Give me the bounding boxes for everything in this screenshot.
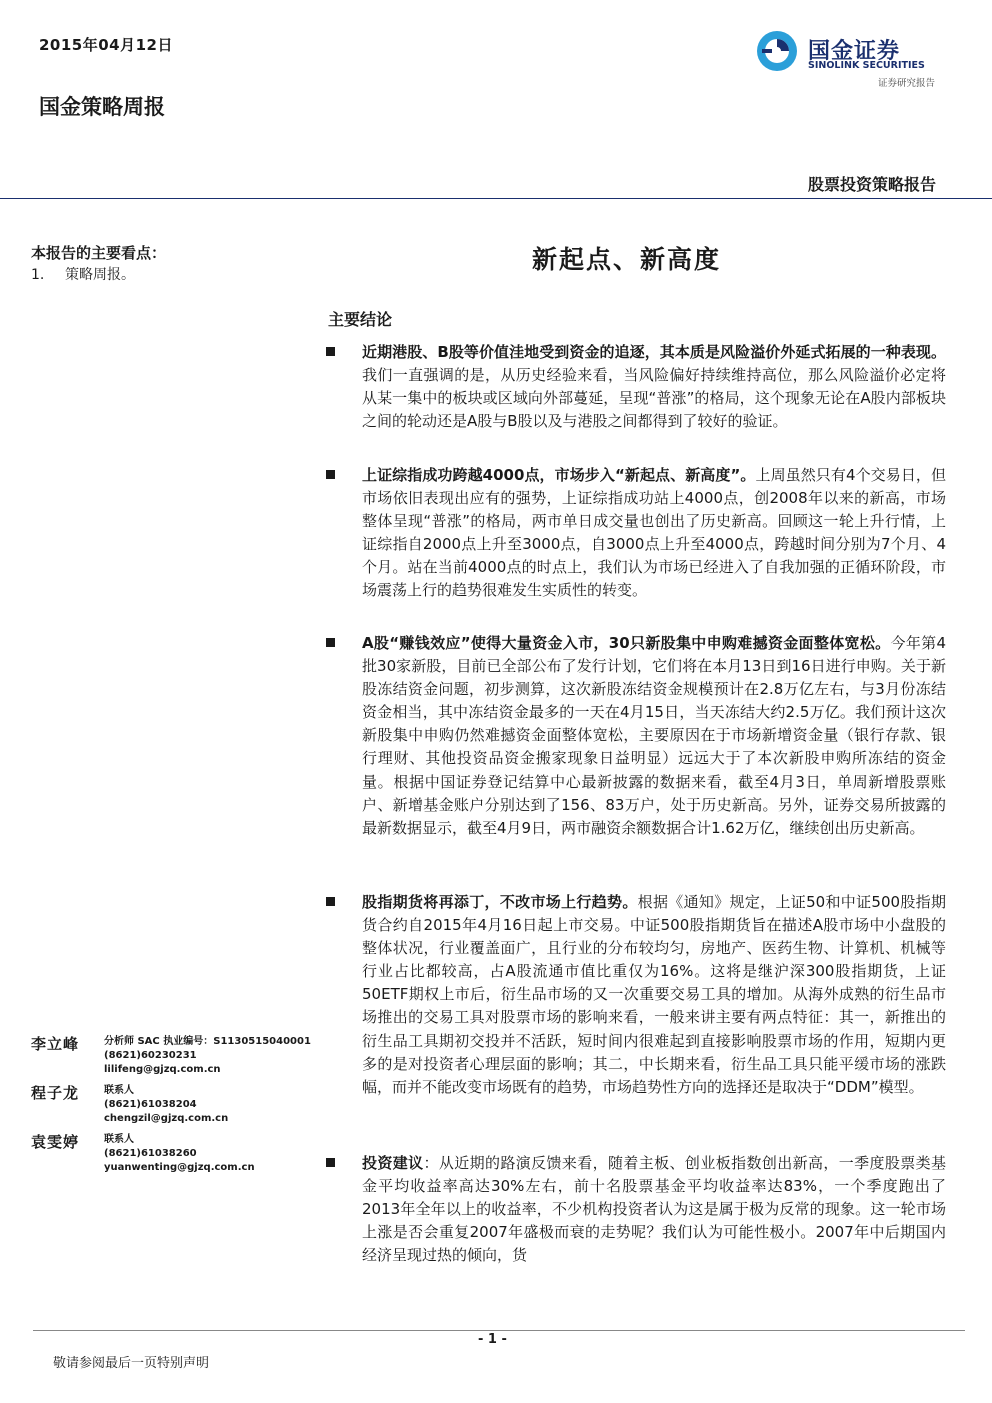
logo-english-name: SINOLINK SECURITIES xyxy=(808,60,925,71)
conclusion-bullet xyxy=(326,341,946,433)
report-date: 2015年04月12日 xyxy=(39,36,173,54)
analyst-name: 程子龙 xyxy=(31,1084,80,1102)
bullet-body: 今年第4批30家新股，目前已全部公布了发行计划，它们将在本月13日到16日进行申购。关于新股冻结资金问题，初步测算，这次新股冻结资金规模预计在2.8万亿左右，与3月份冻结资金相当，其中冻结资金最多的一天在4月15日，当天冻结大约2.5万亿。我们预计这次新股集中申购仍然难撼资金面整体宽松，主要原因在于市场新增资金量（银行存款、银行理财、其他投资品资金搬家现象日益明显）远远大于了本次新股申购所冻结的资金量。根据中国证券登记结算中心最新披露的数据来看，截至4月3日，单周新增股票账户、新增基金账户分别达到了156、83万户，处于历史新高。另外，证券交易所披露的最新数据显示，截至4月9日，两市融资余额数据合计1.62万亿，继续创出历史新高。 xyxy=(362,634,947,837)
bullet-square-icon xyxy=(326,897,335,906)
key-point-item xyxy=(31,264,135,284)
analyst-email: lilifeng@gjzq.com.cn xyxy=(104,1064,221,1075)
bullet-lead: 上证综指成功跨越4000点，市场步入“新起点、新高度”。 xyxy=(362,466,756,484)
bullet-body: 我们一直强调的是，从历史经验来看，当风险偏好持续维持高位，那么风险溢价必定将从某一集中的板块或区域向外部蔓延，呈现“普涨”的格局，这个现象无论在A股内部板块之间的轮动还是A股与B股以及与港股之间都得到了较好的验证。 xyxy=(362,366,946,431)
header-divider xyxy=(0,198,992,199)
footer-disclaimer: 敬请参阅最后一页特别声明 xyxy=(53,1356,210,1371)
analyst-phone: (8621)61038260 xyxy=(104,1148,197,1159)
analyst-title: 分析师 SAC 执业编号：S1130515040001 xyxy=(104,1036,311,1047)
main-title: 新起点、新高度 xyxy=(532,245,722,274)
bullet-square-icon xyxy=(326,1158,335,1167)
report-type: 股票投资策略报告 xyxy=(807,175,936,194)
analyst-name: 李立峰 xyxy=(31,1035,80,1053)
bullet-body: 根据《通知》规定，上证50和中证500股指期货合约自2015年4月16日起上市交易。中证500股指期货旨在描述A股市场中小盘股的整体状况，行业覆盖面广，且行业的分布较均匀，房地产、医药生物、计算机、机械等行业占比都较高，占A股流通市值比重仅为16%。这将是继沪深300股指期货，上证50ETF期权上市后，衍生品市场的又一次重要交易工具的增加。从海外成熟的衍生品市场推出的交易工具对股票市场的影响来看，一般来讲主要有两点特征：其一，新推出的衍生品工具期初交投并不活跃，短时间内很难起到直接影响股票市场的作用，短期内更多的是对投资者心理层面的影响；其二，中长期来看，衍生品工具只能平缓市场的涨跌幅，而并不能改变市场既有的趋势，市场趋势性方向的选择还是取决于“DDM”模型。 xyxy=(362,893,946,1096)
analyst-phone: (8621)60230231 xyxy=(104,1050,197,1061)
section-title: 主要结论 xyxy=(328,310,393,329)
analyst-email: yuanwenting@gjzq.com.cn xyxy=(104,1162,255,1173)
bullet-square-icon xyxy=(326,347,335,356)
page-number: - 1 - xyxy=(478,1332,507,1347)
logo-subtitle: 证券研究报告 xyxy=(878,78,936,89)
bullet-body: 上周虽然只有4个交易日，但市场依旧表现出应有的强势，上证综指成功站上4000点，创2008年以来的新高，市场整体呈现“普涨”的格局，两市单日成交量也创出了历史新高。回顾这一轮上升行情，上证综指自2000点上升至3000点，自3000点上升至4000点，跨越时间分别为7个月、4个月。站在当前4000点的时点上，我们认为市场已经进入了自我加强的正循环阶段，市场震荡上行的趋势很难发生实质性的转变。 xyxy=(362,466,946,600)
key-point-number: 1. xyxy=(31,267,45,283)
analyst-email: chengzil@gjzq.com.cn xyxy=(104,1113,229,1124)
company-logo xyxy=(756,30,956,94)
bullet-lead: A股“赚钱效应”使得大量资金入市，30只新股集中申购难撼资金面整体宽松。 xyxy=(362,634,891,652)
key-point-text: 策略周报。 xyxy=(65,267,135,283)
bullet-body: ：从近期的路演反馈来看，随着主板、创业板指数创出新高，一季度股票类基金平均收益率高达30%左右，前十名股票基金平均收益率达83%，一个季度跑出了2013年全年以上的收益率，不少机构投资者认为这是属于极为反常的现象。这一轮市场上涨是否会重复2007年盛极而衰的走势呢？我们认为可能性极小。2007年中后期国内经济呈现过热的倾向，货 xyxy=(362,1154,946,1265)
bullet-lead: 近期港股、B股等价值洼地受到资金的追逐，其本质是风险溢价外延式拓展的一种表现。 xyxy=(362,343,946,361)
conclusion-bullet xyxy=(326,891,946,1099)
series-title: 国金策略周报 xyxy=(39,94,165,119)
analyst-title: 联系人 xyxy=(104,1134,134,1145)
conclusion-bullet xyxy=(326,632,946,840)
key-points-title: 本报告的主要看点： xyxy=(31,244,167,262)
bullet-lead: 股指期货将再添丁，不改市场上行趋势。 xyxy=(362,893,638,911)
bullet-square-icon xyxy=(326,638,335,647)
logo-company-name: 国金证券 xyxy=(808,39,901,64)
analyst-title: 联系人 xyxy=(104,1085,134,1096)
conclusion-bullet xyxy=(326,1152,946,1267)
bullet-lead: 投资建议 xyxy=(362,1154,424,1172)
conclusion-bullet xyxy=(326,464,946,603)
sinolink-logo-icon xyxy=(756,30,798,72)
analyst-phone: (8621)61038204 xyxy=(104,1099,197,1110)
analyst-name: 袁雯婷 xyxy=(31,1133,80,1151)
footer-divider xyxy=(33,1330,965,1331)
bullet-square-icon xyxy=(326,470,335,479)
